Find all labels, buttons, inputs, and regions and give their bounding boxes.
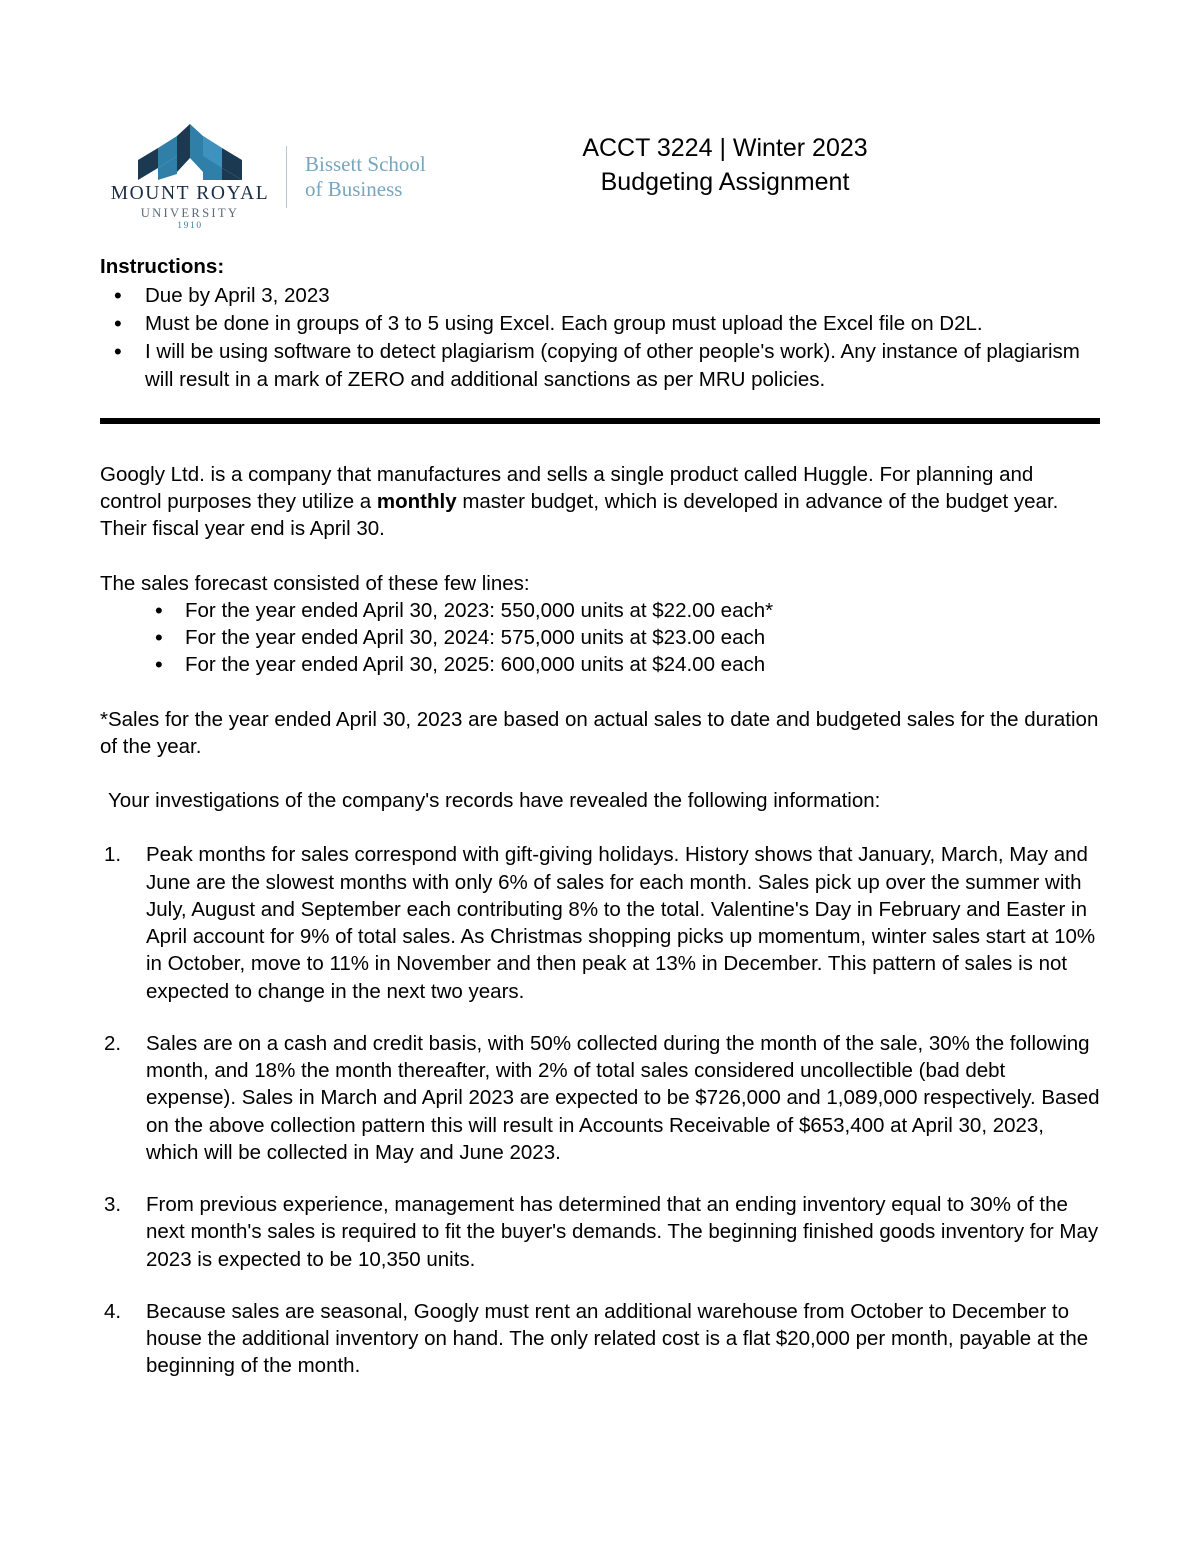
sales-footnote: *Sales for the year ended April 30, 2023 are based on actual sales to date and budgeted sales for the duration of the year. xyxy=(100,707,1099,758)
mount-royal-leaf-emblem xyxy=(136,122,244,180)
mount-royal-university-logo xyxy=(100,118,445,232)
list-item: • I will be using software to detect plagiarism (copying of other people's work). Any instance of plagiarism will result in a mark of ZERO and additional sanctions as per MRU policies. xyxy=(100,338,1100,393)
list-item: From previous experience, management has determined that an ending inventory equal to 30% of the next month's sales is required to fit the buyer's demands. The beginning finished goods inventory for May 2023 is expected to be 10,350 units. xyxy=(146,1193,1099,1271)
title-course-term: ACCT 3224 | Winter 2023 xyxy=(582,134,868,162)
title-assignment: Budgeting Assignment xyxy=(600,167,850,196)
list-item: Because sales are seasonal, Googly must rent an additional warehouse from October to December to house the additional inventory on hand. The only related cost is a flat $20,000 per month, payable at the beginning of the month. xyxy=(146,1299,1089,1378)
logo-divider xyxy=(286,146,287,208)
investigations-lead-in: Your investigations of the company's records have revealed the following information: xyxy=(108,789,881,813)
document-header xyxy=(0,0,1200,232)
list-item: • Due by April 3, 2023 xyxy=(100,282,1100,309)
list-item: Peak months for sales correspond with gift-giving holidays. History shows that January, March, May and June are the slowest months with only 6% of sales for each month. Sales pick up over the summer with July, August and September each contributing 8% to the total. Valentine's Day in February and Easter in April account for 9% of total sales. As Christmas shopping picks up momentum, winter sales start at 10% in October, move to 11% in November and then peak at 13% in December. This pattern of sales is not expected to change in the next two years. xyxy=(146,843,1096,1003)
information-numbered-list xyxy=(100,841,1100,1379)
spacer xyxy=(100,679,1100,706)
intro-text-part2: master budget, which is developed in advance of the budget year. Their fiscal year end is April 30. xyxy=(100,490,1059,541)
wordmark-main: MOUNT ROYAL xyxy=(110,183,270,204)
list-item: Sales are on a cash and credit basis, with 50% collected during the month of the sale, 30% the following month, and 18% the month thereafter, with 2% of total sales considered uncollectible (bad debt expense). Sales in March and April 2023 are expected to be $726,000 and 1,089,000 respectively. Based on the above collection pattern this will result in Accounts Receivable of $653,400 at April 30, 2023, which will be collected in May and June 2023. xyxy=(146,1031,1100,1164)
spacer xyxy=(100,543,1100,570)
list-item: • Must be done in groups of 3 to 5 using Excel. Each group must upload the Excel file on D2L. xyxy=(100,310,1100,337)
wordmark-sub: UNIVERSITY xyxy=(140,205,240,220)
sales-forecast-list xyxy=(100,597,1100,679)
university-lockup xyxy=(100,122,280,232)
forecast-lead-in: The sales forecast consisted of these few lines: xyxy=(100,571,530,595)
list-item: • For the year ended April 30, 2023: 550,000 units at $22.00 each* xyxy=(100,597,1100,624)
spacer xyxy=(100,760,1100,787)
instructions-heading: Instructions: xyxy=(100,254,225,278)
spacer xyxy=(100,814,1100,841)
bissett-school-label xyxy=(305,152,426,202)
spacer xyxy=(100,424,1100,461)
page-title xyxy=(445,118,1100,199)
wordmark-year: 1910 xyxy=(177,221,203,232)
school-line-2: of Business xyxy=(305,176,403,201)
list-item: • For the year ended April 30, 2024: 575,000 units at $23.00 each xyxy=(100,624,1100,651)
school-line-1: Bissett School xyxy=(305,152,426,177)
document-body xyxy=(0,253,1200,1380)
intro-paragraph xyxy=(100,461,1100,543)
intro-text-part1: Googly Ltd. is a company that manufactures and sells a single product called Huggle. For planning and control purposes they utilize a xyxy=(100,462,1034,514)
university-wordmark xyxy=(111,184,270,232)
list-item: • For the year ended April 30, 2025: 600,000 units at $24.00 each xyxy=(100,651,1100,678)
intro-emphasis-monthly: monthly xyxy=(376,490,457,514)
instructions-list xyxy=(100,282,1100,393)
